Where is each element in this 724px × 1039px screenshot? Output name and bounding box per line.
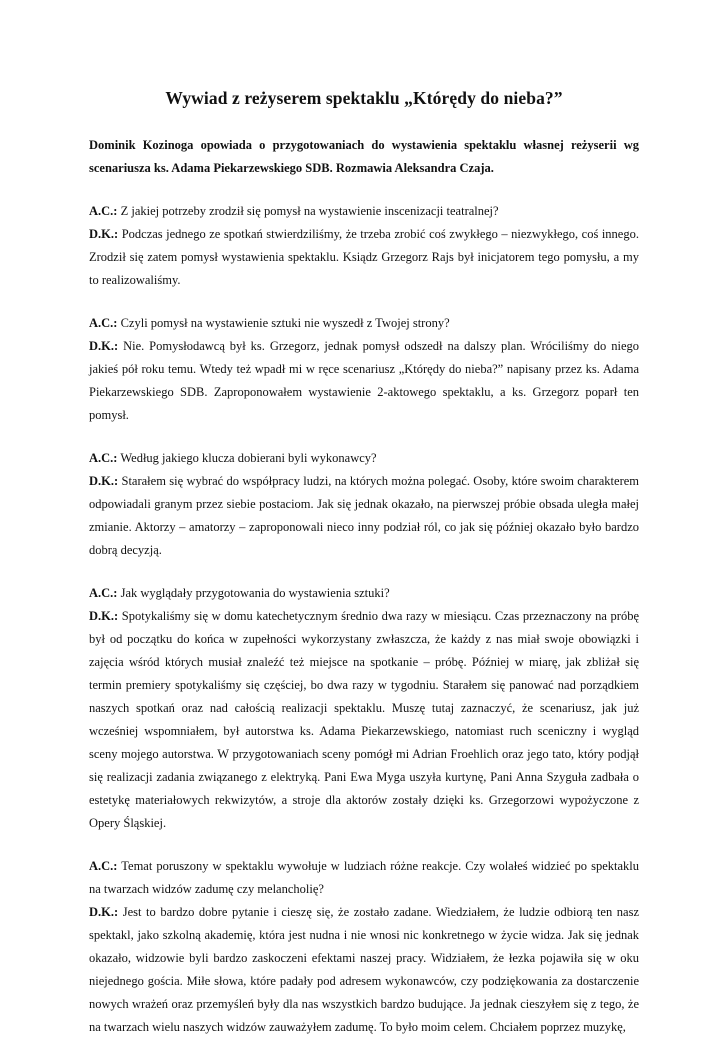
question-speaker: A.C.: <box>89 451 118 465</box>
answer-speaker: D.K.: <box>89 227 119 241</box>
answer-paragraph <box>89 470 639 562</box>
question-paragraph <box>89 312 639 335</box>
question-paragraph <box>89 855 639 901</box>
answer-speaker: D.K.: <box>89 905 119 919</box>
answer-text: Starałem się wybrać do współpracy ludzi, na których można polegać. Osoby, które swoim charakterem odpowiadali granym przez siebie postaciom. Jak się jednak okazało, na pierwszej próbie obsada uległa małej zmianie. Aktorzy – amatorzy – zaproponowali nieco inny podział ról, co jak się później okazało było bardzo dobrą decyzją. <box>89 474 639 557</box>
lead-paragraph: Dominik Kozinoga opowiada o przygotowaniach do wystawienia spektaklu własnej reżyserii wg scenariusza ks. Adama Piekarzewskiego SDB. Rozmawia Aleksandra Czaja. <box>89 138 639 175</box>
answer-text: Nie. Pomysłodawcą był ks. Grzegorz, jednak pomysł odszedł na dalszy plan. Wróciliśmy do niego jakieś pół roku temu. Wtedy też wpadł mi w ręce scenariusz „Którędy do nieba?” napisany przez ks. Adama Piekarzewskiego SDB. Zaproponowałem wystawienie 2-aktowego spektaklu, a ks. Grzegorz poparł ten pomysł. <box>89 339 639 422</box>
question-paragraph <box>89 200 639 223</box>
qa-block <box>89 582 639 835</box>
question-speaker: A.C.: <box>89 586 118 600</box>
answer-speaker: D.K.: <box>89 339 119 353</box>
qa-block <box>89 855 639 1039</box>
answer-paragraph <box>89 335 639 427</box>
question-text: Temat poruszony w spektaklu wywołuje w ludziach różne reakcje. Czy wolałeś widzieć po spektaklu na twarzach widzów zadumę czy melancholię? <box>89 859 639 896</box>
answer-paragraph <box>89 901 639 1039</box>
qa-block <box>89 200 639 292</box>
page-title: Wywiad z reżyserem spektaklu „Którędy do nieba?” <box>165 88 563 108</box>
question-text: Z jakiej potrzeby zrodził się pomysł na wystawienie inscenizacji teatralnej? <box>117 204 499 218</box>
qa-block <box>89 312 639 427</box>
question-speaker: A.C.: <box>89 316 118 330</box>
answer-text: Podczas jednego ze spotkań stwierdziliśmy, że trzeba zrobić coś zwykłego – niezwykłego, coś innego. Zrodził się zatem pomysł wystawienia spektaklu. Ksiądz Grzegorz Rajs był inicjatorem tego pomysłu, a my to realizowaliśmy. <box>89 227 639 287</box>
question-text: Czyli pomysł na wystawienie sztuki nie wyszedł z Twojej strony? <box>117 316 450 330</box>
answer-text: Spotykaliśmy się w domu katechetycznym średnio dwa razy w miesiącu. Czas przeznaczony na próbę był od początku do końca w zupełności wykorzystany zwłaszcza, że każdy z nas miał swoje obowiązki i zajęcia wśród których musiał znaleźć też miejsce na spotkanie – próbę. Później w miarę, jak zbliżał się termin premiery spotykaliśmy się częściej, bo dwa razy w tygodniu. Starałem się panować nad porządkiem naszych spotkań oraz nad całością realizacji spektaklu. Muszę tutaj zaznaczyć, że scenariusz, jak już wcześniej wspomniałem, był autorstwa ks. Adama Piekarzewskiego, natomiast ruch sceniczny i wygląd sceny mojego autorstwa. W przygotowaniach sceny pomógł mi Adrian Froehlich oraz jego tato, który podjął się realizacji zadania związanego z elektryką. Pani Ewa Myga uszyła kurtynę, Pani Anna Szyguła zadbała o estetykę materiałowych rekwizytów, a stroje dla aktorów zostały dzięki ks. Grzegorzowi wypożyczone z Opery Śląskiej. <box>89 609 639 830</box>
question-speaker: A.C.: <box>89 204 118 218</box>
answer-paragraph <box>89 223 639 292</box>
answer-speaker: D.K.: <box>89 609 119 623</box>
document-page <box>89 86 639 1039</box>
answer-paragraph <box>89 605 639 835</box>
question-speaker: A.C.: <box>89 859 118 873</box>
answer-text: Jest to bardzo dobre pytanie i cieszę się, że zostało zadane. Wiedziałem, że ludzie odbiorą ten nasz spektakl, jako szkolną akademię, która jest nudna i nie wnosi nic konkretnego w życie widza. Jak się jednak okazało, widzowie byli bardzo zaskoczeni efektami naszej pracy. Widziałem, że łezka pojawiła się w oku niejednego gościa. Miłe słowa, które padały pod adresem wykonawców, czy podziękowania za dostarczenie nowych wrażeń oraz przemyśleń były dla nas wszystkich bardzo budujące. Ja jednak cieszyłem się z tego, że na twarzach wielu naszych widzów zauważyłem zadumę. To było moim celem. Chciałem poprzez muzykę, <box>89 905 639 1034</box>
question-paragraph <box>89 447 639 470</box>
question-paragraph <box>89 582 639 605</box>
answer-speaker: D.K.: <box>89 474 119 488</box>
question-text: Jak wyglądały przygotowania do wystawienia sztuki? <box>117 586 390 600</box>
qa-block <box>89 447 639 562</box>
question-text: Według jakiego klucza dobierani byli wykonawcy? <box>117 451 377 465</box>
